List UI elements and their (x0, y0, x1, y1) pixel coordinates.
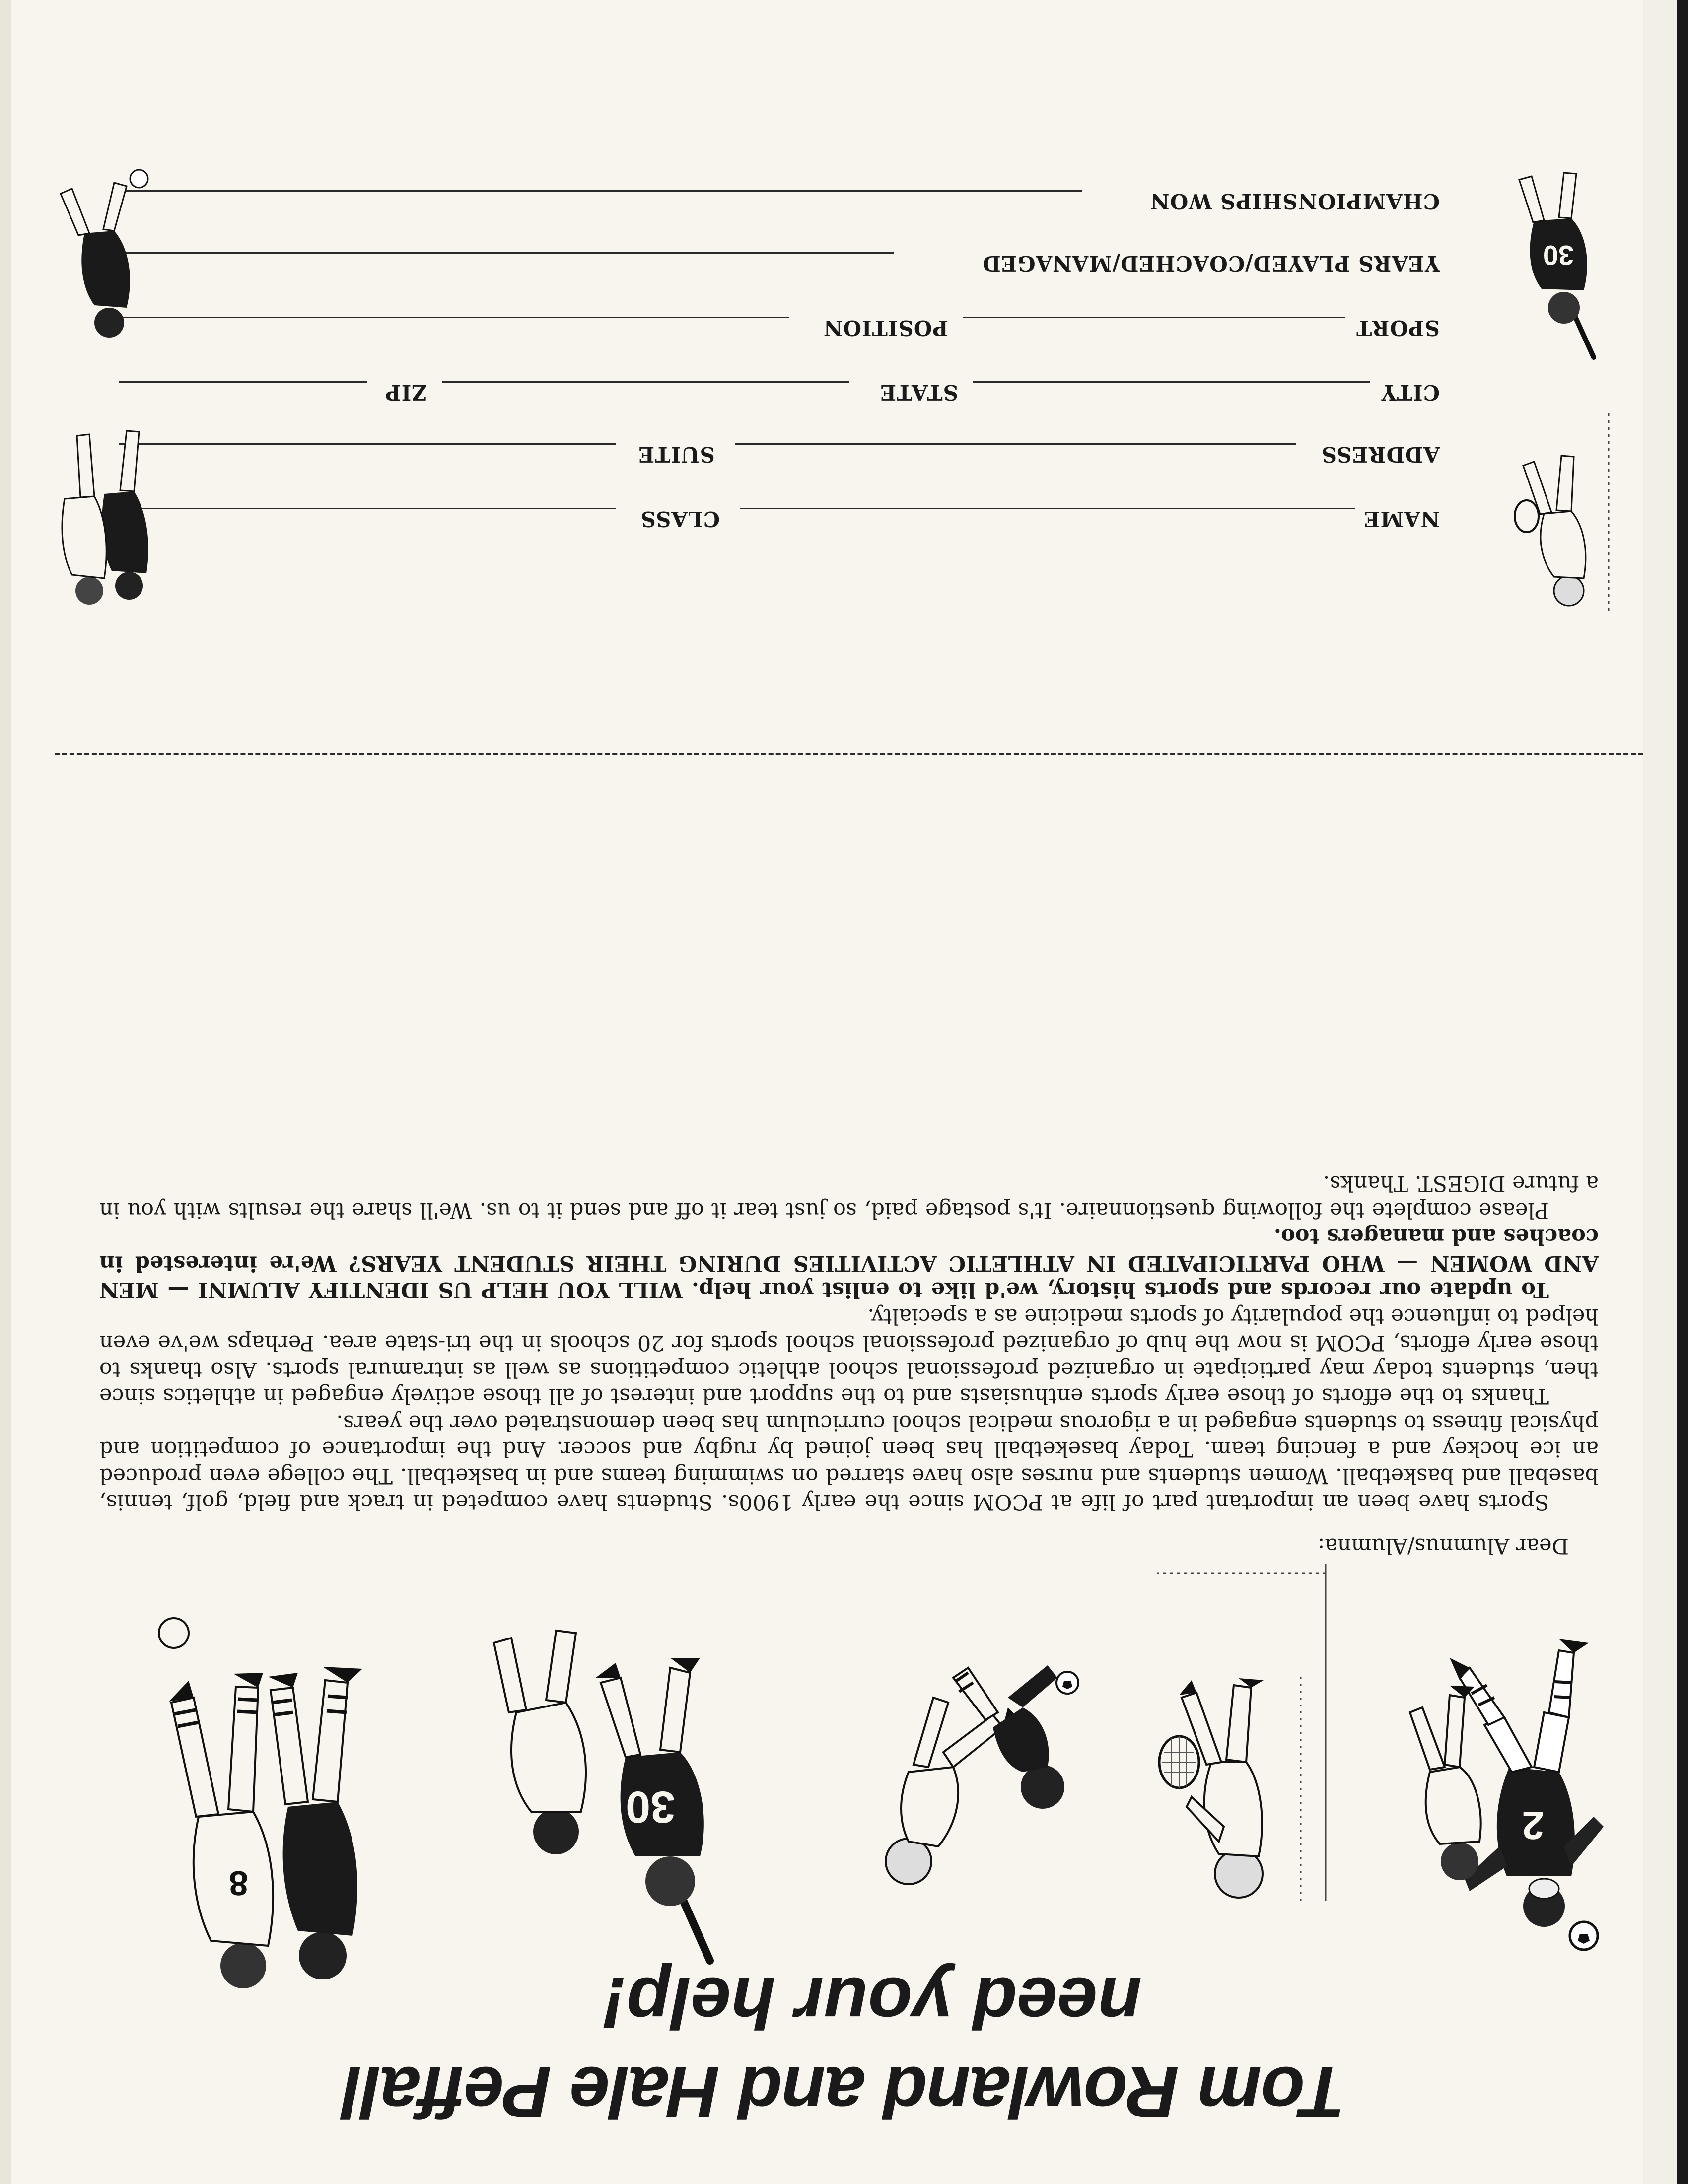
baseball-player-small-illustration (1499, 164, 1614, 372)
class-label: CLASS (640, 507, 720, 531)
class-field[interactable] (119, 508, 616, 509)
suite-label: SUITE (638, 442, 715, 467)
state-label: STATE (880, 380, 958, 405)
soccer-player-small-illustration (55, 149, 169, 357)
address-field[interactable] (735, 443, 1296, 445)
form-row-city (119, 375, 1460, 405)
basketball-icon (159, 1618, 189, 1648)
form-row-sport (119, 310, 1460, 340)
soccer-ball-icon (130, 170, 148, 188)
sport-label: SPORT (1356, 316, 1440, 340)
tear-off-dashed-line (55, 753, 1643, 755)
sport-field[interactable] (963, 317, 1345, 318)
position-label: POSITION (823, 316, 948, 340)
years-field[interactable] (119, 252, 894, 254)
city-field[interactable] (973, 381, 1370, 383)
headline-title: Tom Rowland and Hale Peffall (342, 2052, 1345, 2133)
form-row-championships (119, 184, 1460, 213)
letter-paragraph: Thanks to the efforts of those early sports enthusiasts and to the support and interest of all those actively engaged in athletics since then, students today may participate in organized professional school athletic competitions as well as intramural sports. Also thanks to those early efforts, PCOM is now the hub of organized professional school sports for 20 schools in the tri-state area. Perhaps we've even helped to influence the popularity of sports medicine as a specialty. (99, 1304, 1599, 1409)
form-row-address (119, 437, 1460, 467)
zip-label: ZIP (385, 380, 427, 405)
letter-paragraph: To update our records and sports history, we'd like to enlist your help. WILL YOU HELP US IDENTIFY ALUMNI — MEN AND WOMEN — WHO PARTICIPATED IN ATHLETIC ACTIVITIES DURING THEIR STUDENT YEARS? We're interested in coaches and managers too. (99, 1224, 1599, 1302)
name-field[interactable] (740, 508, 1355, 509)
jersey-number: 2 (1522, 1803, 1544, 1847)
soccer-tackle-illustration (839, 1638, 1117, 1916)
basketball-players-illustration (129, 1534, 407, 2010)
baseball-players-illustration (487, 1603, 784, 1980)
suite-field[interactable] (119, 443, 616, 445)
jersey-number: 30 (625, 1782, 675, 1832)
tennis-racket-icon (1515, 500, 1539, 532)
form-row-name (119, 501, 1460, 531)
state-field[interactable] (442, 381, 849, 383)
position-field[interactable] (119, 317, 789, 318)
form-row-years (119, 246, 1460, 275)
basketball-players-small-illustration (55, 412, 169, 620)
jersey-number: 8 (229, 1864, 248, 1903)
letter-body (99, 1170, 1599, 1559)
headline-subtitle: need your help! (602, 1963, 1142, 2044)
championships-label: CHAMPIONSHIPS WON (1150, 189, 1440, 213)
years-label: YEARS PLAYED/COACHED/MANAGED (982, 251, 1440, 275)
zip-field[interactable] (119, 381, 367, 383)
soccer-player-illustration (1405, 1598, 1618, 1976)
championships-field[interactable] (119, 190, 1082, 192)
letter-paragraph: Please complete the following questionnaire. It's postage paid, so just tear it off and send it to us. We'll share the results with you in a future DIGEST. Thanks. (99, 1171, 1599, 1223)
address-label: ADDRESS (1321, 442, 1440, 467)
letter-salutation: Dear Alumnus/Alumna: (1317, 1533, 1569, 1558)
tennis-player-illustration (1152, 1564, 1340, 1921)
jersey-number: 30 (1543, 240, 1574, 271)
tennis-player-small-illustration (1504, 412, 1618, 620)
questionnaire-form (119, 124, 1460, 531)
name-label: NAME (1363, 507, 1440, 531)
city-label: CITY (1381, 380, 1440, 405)
letter-paragraph: Sports have been an important part of life at PCOM since the early 1900s. Students have competed in track and field, golf, tennis, baseball and basketball. Women students and nurses also have starred on swimming teams and in basketball. The college even produced an ice hockey and a fencing team. Today baseketball has been joined by rugby and soccer. And the importance of competition and physical fitness to students engaged in a rigorous medical school curriculum has been demonstrated over the years. (99, 1410, 1599, 1515)
